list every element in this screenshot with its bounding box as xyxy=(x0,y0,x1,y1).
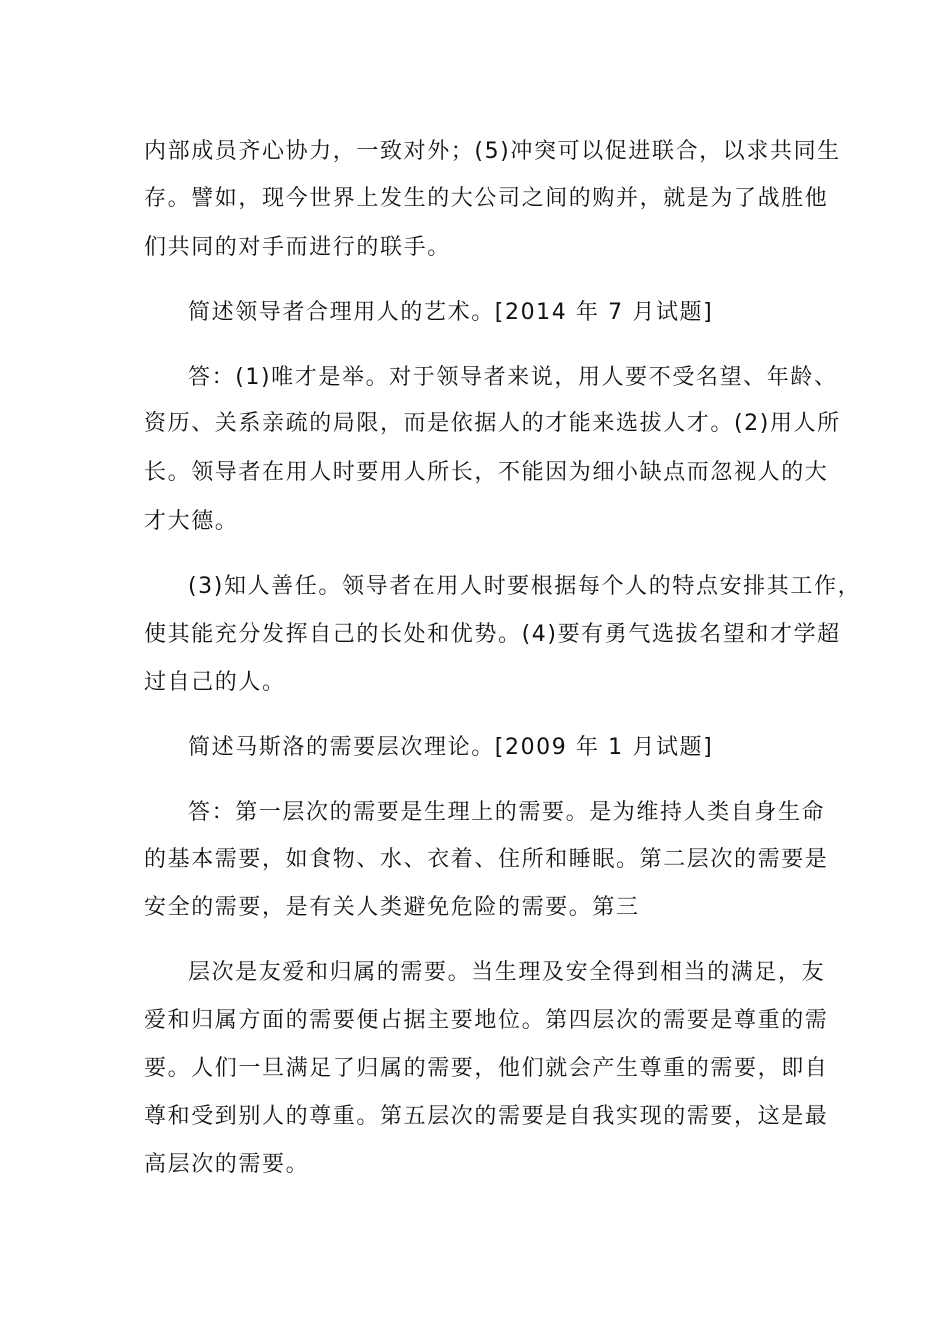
question-heading: 简述领导者合理用人的艺术。[2014 年 7 月试题] xyxy=(188,300,714,325)
text-line: 安全的需要，是有关人类避免危险的需要。第三 xyxy=(144,895,640,920)
text-line: 使其能充分发挥自己的长处和优势。(4)要有勇气选拔名望和才学超 xyxy=(144,622,841,647)
text-line: (3)知人善任。领导者在用人时要根据每个人的特点安排其工作， xyxy=(188,574,862,599)
text-line: 资历、关系亲疏的局限，而是依据人的才能来选拔人才。(2)用人所 xyxy=(144,411,841,436)
text-line: 们共同的对手而进行的联手。 xyxy=(144,235,451,260)
text-line: 尊和受到别人的尊重。第五层次的需要是自我实现的需要，这是最 xyxy=(144,1104,829,1129)
text-line: 内部成员齐心协力，一致对外；(5)冲突可以促进联合，以求共同生 xyxy=(144,139,841,164)
text-line: 存。譬如，现今世界上发生的大公司之间的购并，就是为了战胜他 xyxy=(144,186,829,211)
text-line: 答：第一层次的需要是生理上的需要。是为维持人类自身生命 xyxy=(188,800,826,825)
text-line: 的基本需要，如食物、水、衣着、住所和睡眠。第二层次的需要是 xyxy=(144,847,829,872)
text-line: 层次是友爱和归属的需要。当生理及安全得到相当的满足，友 xyxy=(188,960,826,985)
text-line: 才大德。 xyxy=(144,509,239,534)
text-line: 高层次的需要。 xyxy=(144,1152,310,1177)
text-line: 长。领导者在用人时要用人所长，不能因为细小缺点而忽视人的大 xyxy=(144,460,829,485)
text-line: 答：(1)唯才是举。对于领导者来说，用人要不受名望、年龄、 xyxy=(188,365,838,390)
text-line: 爱和归属方面的需要便占据主要地位。第四层次的需要是尊重的需 xyxy=(144,1008,829,1033)
question-heading: 简述马斯洛的需要层次理论。[2009 年 1 月试题] xyxy=(188,735,714,760)
text-line: 要。人们一旦满足了归属的需要，他们就会产生尊重的需要，即自 xyxy=(144,1056,829,1081)
text-line: 过自己的人。 xyxy=(144,670,286,695)
